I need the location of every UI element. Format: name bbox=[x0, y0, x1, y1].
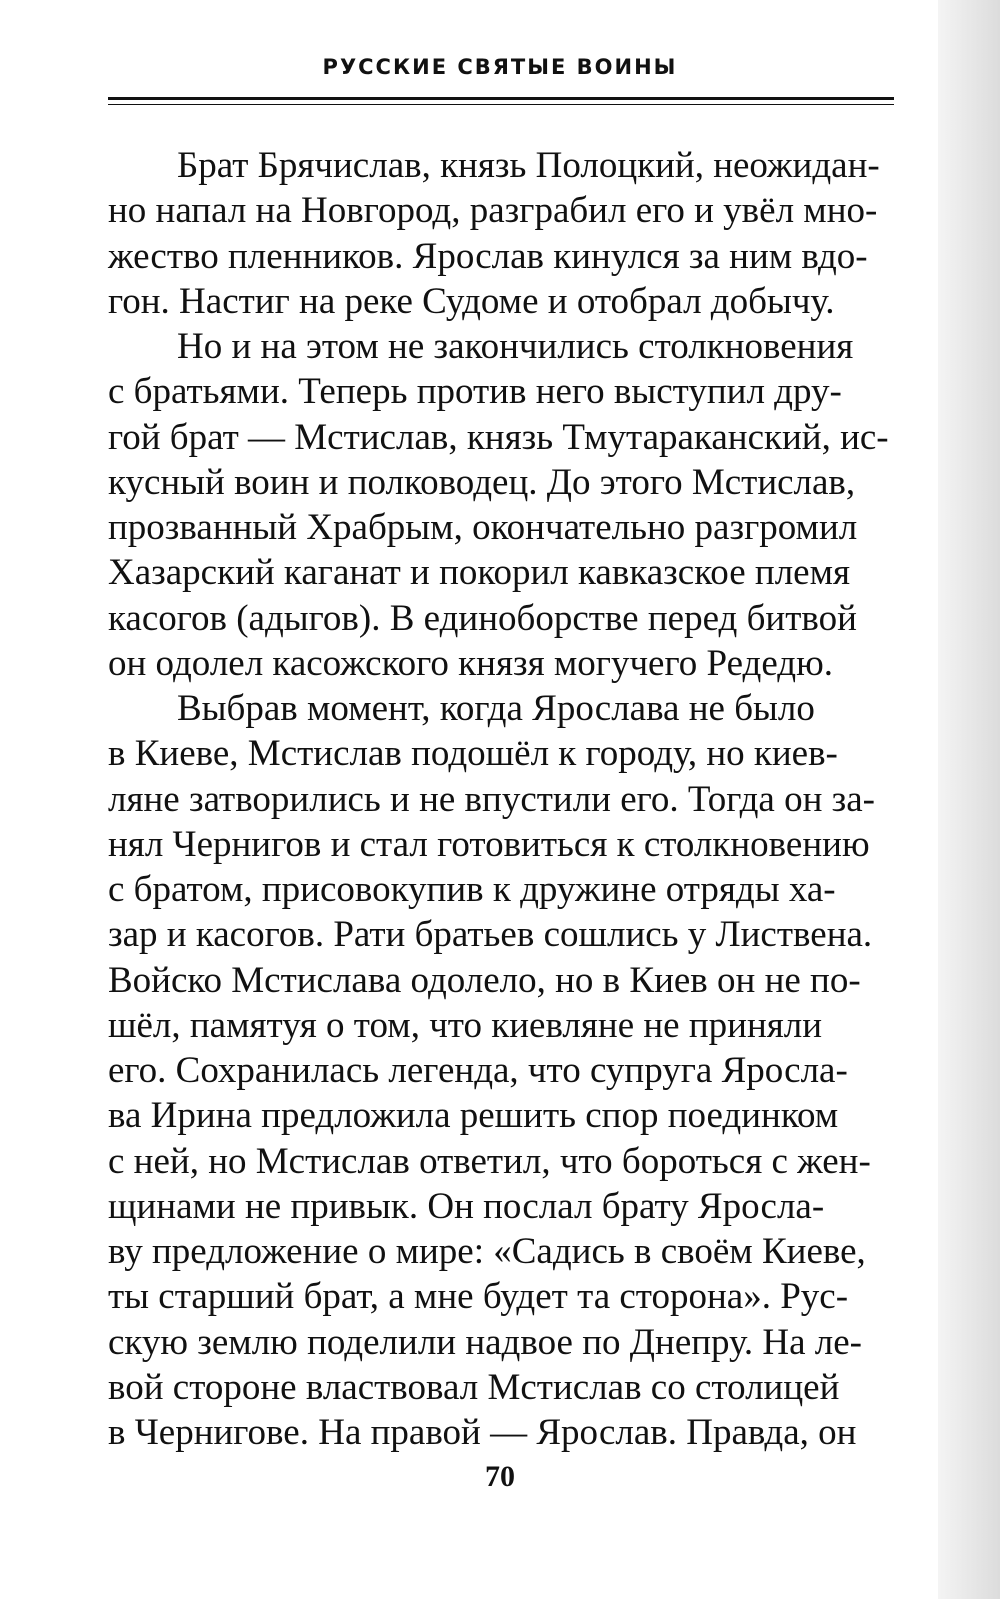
text-line: скую землю поделили надвое по Днепру. На ле- bbox=[108, 1322, 862, 1363]
text-line: с братом, присовокупив к дружине отряды ха- bbox=[108, 869, 836, 910]
text-line: с братьями. Теперь против него выступил дру- bbox=[108, 371, 842, 412]
text-line: в Чернигове. На правой — Ярослав. Правда, он bbox=[108, 1412, 857, 1453]
text-line: с ней, но Мстислав ответил, что бороться с жен- bbox=[108, 1141, 871, 1182]
text-line: гой брат — Мстислав, князь Тмутараканский, ис- bbox=[108, 417, 889, 458]
text-line: в Киеве, Мстислав подошёл к городу, но киев- bbox=[108, 733, 838, 774]
text-line: Выбрав момент, когда Ярослава не было bbox=[177, 688, 815, 729]
header-rule-thick bbox=[108, 97, 894, 100]
text-line: ву предложение о мире: «Садись в своём Киеве, bbox=[108, 1231, 866, 1272]
text-line: он одолел касожского князя могучего Редедю. bbox=[108, 643, 833, 684]
text-line: Хазарский каганат и покорил кавказское племя bbox=[108, 552, 851, 593]
text-line: шёл, памятуя о том, что киевляне не приняли bbox=[108, 1005, 823, 1046]
running-header: РУССКИЕ СВЯТЫЕ ВОИНЫ bbox=[322, 55, 678, 79]
text-line: Но и на этом не закончились столкновения bbox=[177, 326, 854, 367]
text-line: ляне затворились и не впустили его. Тогда он за- bbox=[108, 779, 875, 820]
page-number: 70 bbox=[485, 1460, 515, 1493]
text-line: нял Чернигов и стал готовиться к столкновению bbox=[108, 824, 870, 865]
text-line: ва Ирина предложила решить спор поединком bbox=[108, 1095, 839, 1136]
text-line: прозванный Храбрым, окончательно разгромил bbox=[108, 507, 858, 548]
text-line: Войско Мстислава одолело, но в Киев он не по- bbox=[108, 960, 861, 1001]
text-line: Брат Брячислав, князь Полоцкий, неожидан- bbox=[177, 145, 880, 186]
text-line: жество пленников. Ярослав кинулся за ним вдо- bbox=[108, 236, 868, 277]
text-line: кусный воин и полководец. До этого Мстислав, bbox=[108, 462, 856, 503]
text-line: но напал на Новгород, разграбил его и увёл мно- bbox=[108, 190, 878, 231]
text-line: щинами не привык. Он послал брату Яросла- bbox=[108, 1186, 825, 1227]
header-rule-thin bbox=[108, 104, 894, 105]
text-line: касогов (адыгов). В единоборстве перед битвой bbox=[108, 598, 857, 639]
text-line: гон. Настиг на реке Судоме и отобрал добычу. bbox=[108, 281, 835, 322]
page-edge-shadow bbox=[938, 0, 1000, 1599]
text-line: вой стороне властвовал Мстислав со столицей bbox=[108, 1367, 840, 1408]
text-line: зар и касогов. Рати братьев сошлись у Листвена. bbox=[108, 914, 873, 955]
text-line: ты старший брат, а мне будет та сторона». Рус- bbox=[108, 1276, 849, 1317]
text-line: его. Сохранилась легенда, что супруга Яросла- bbox=[108, 1050, 848, 1091]
